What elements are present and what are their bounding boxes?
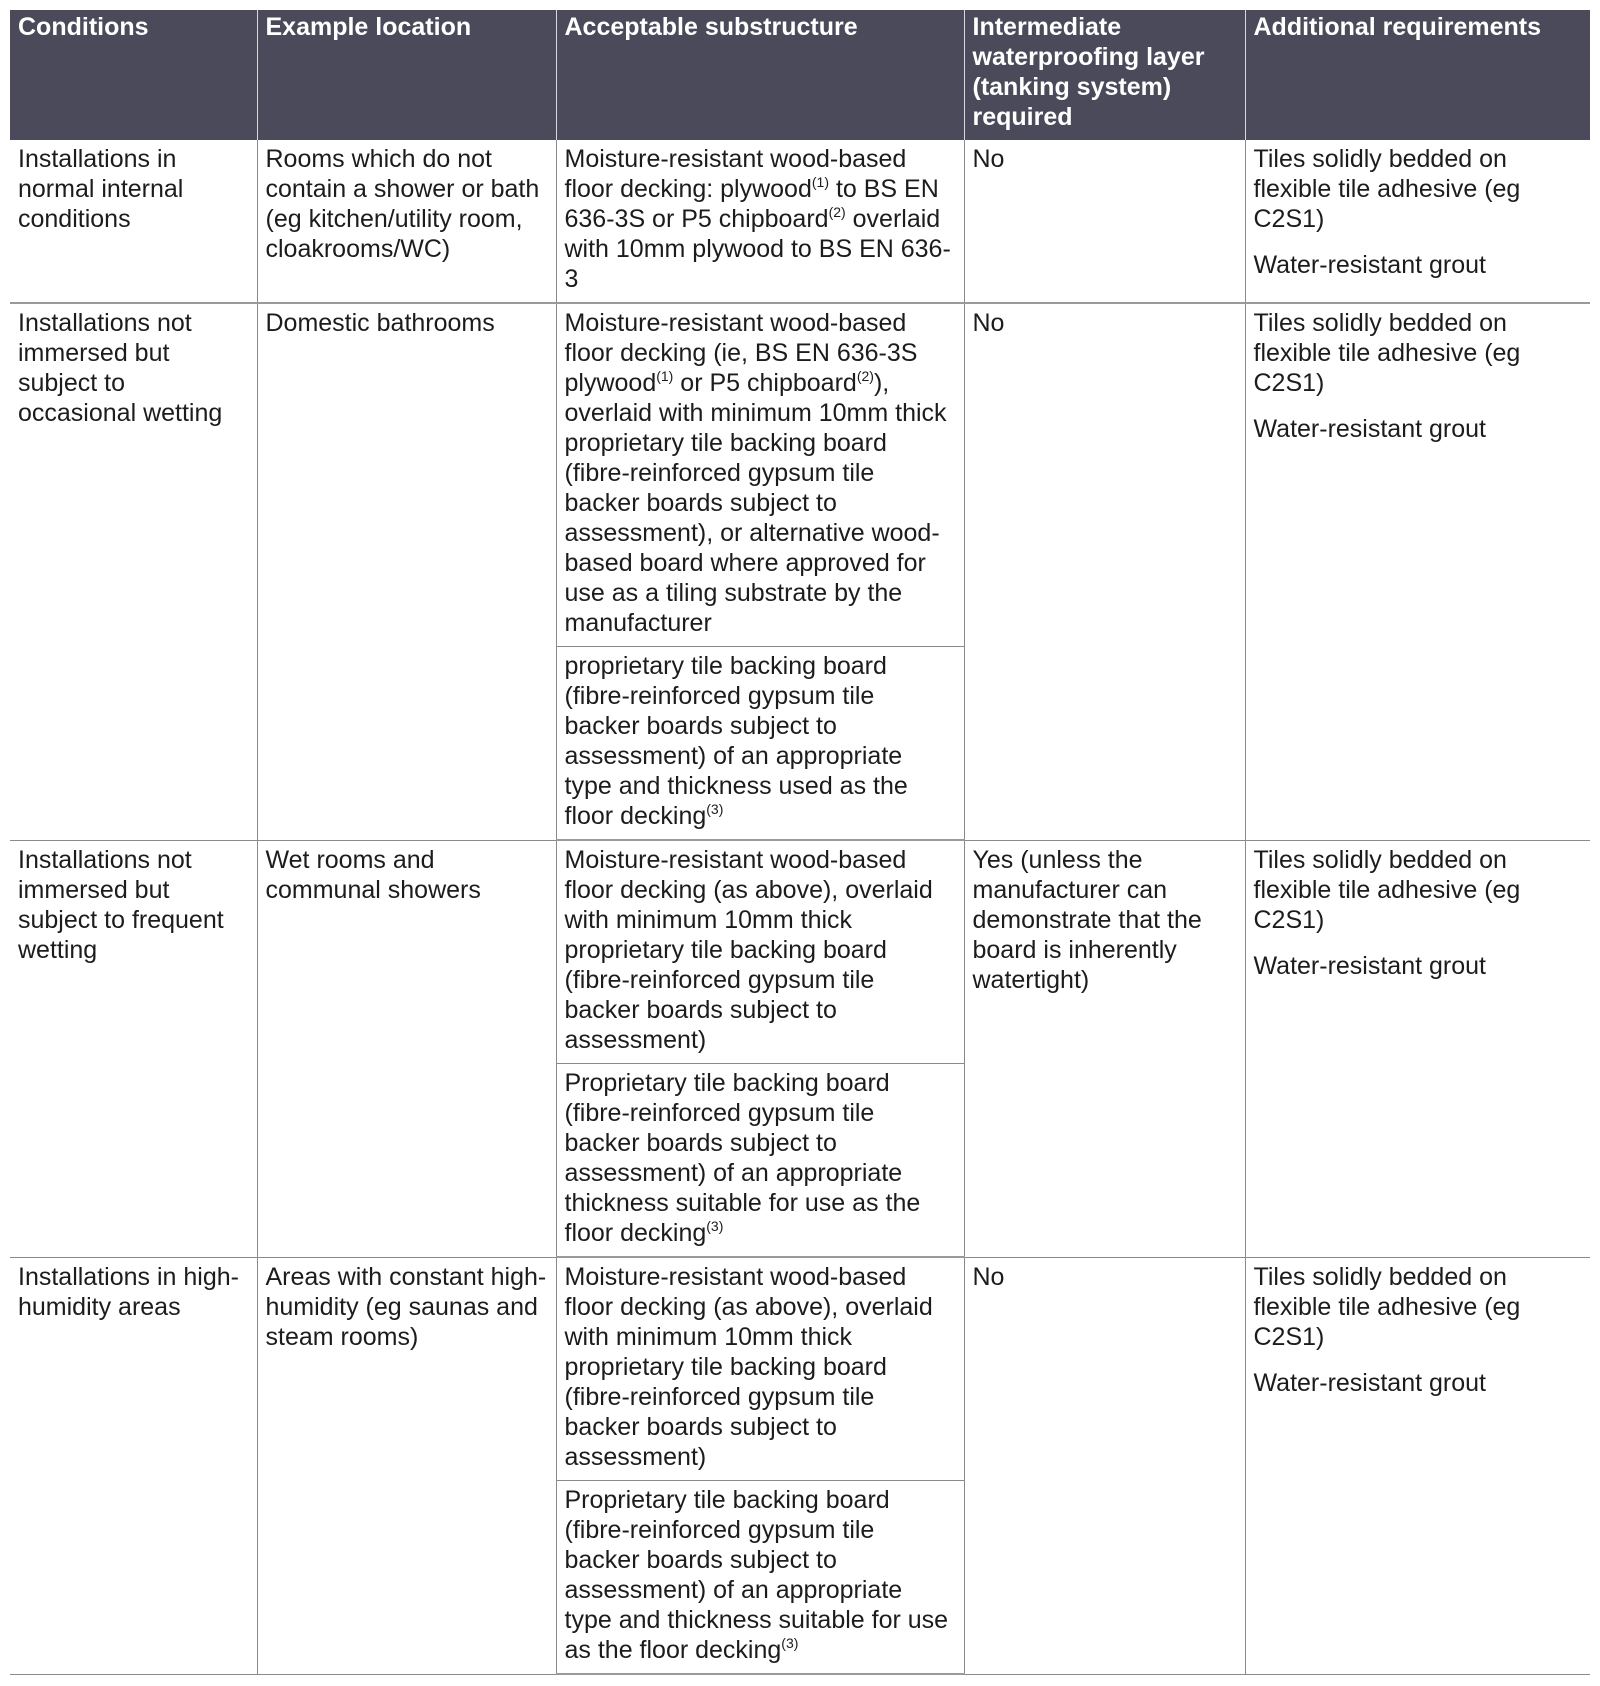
- requirement-item: Water-resistant grout: [1253, 1368, 1486, 1397]
- header-example-location: Example location: [257, 10, 556, 140]
- header-additional-requirements: Additional requirements: [1245, 10, 1590, 140]
- header-conditions: Conditions: [10, 10, 257, 140]
- substructure-text: Proprietary tile backing board (fibre-reinforced gypsum tile backer boards subject to assessment) of an appropriate thickness suitable for use as the floor decking: [564, 1069, 921, 1247]
- cell-tanking-required: No: [964, 1257, 1245, 1674]
- substructure-text: or P5 chipboard: [673, 369, 857, 397]
- substructure-text: Moisture-resistant wood-based floor decking (ie, BS EN 636-3S plywood: [564, 309, 918, 397]
- cell-conditions: Installations in normal internal conditions: [10, 140, 257, 303]
- substructure-text: overlaid with 10mm plywood to BS EN 636-3: [564, 205, 951, 293]
- cell-tanking-required: No: [964, 303, 1245, 840]
- cell-additional-requirements: [1245, 1257, 1590, 1674]
- header-row: [10, 10, 1590, 140]
- requirements-table: [10, 10, 1590, 1675]
- cell-additional-requirements: [1245, 303, 1590, 840]
- footnote-marker: (1): [811, 174, 829, 190]
- substructure-text: to BS EN 636-3S or P5 chipboard: [564, 175, 939, 233]
- footnote-marker: (2): [828, 204, 846, 220]
- footnote-marker: (2): [856, 368, 874, 384]
- substructure-text: Moisture-resistant wood-based floor decking: plywood: [564, 145, 907, 203]
- table-row: [10, 140, 1590, 303]
- substructure-text: Moisture-resistant wood-based floor decking (as above), overlaid with minimum 10mm thick proprietary tile backing board (fibre-reinforced gypsum tile backer boards subject to assessment): [564, 1263, 933, 1471]
- requirement-item: Water-resistant grout: [1253, 951, 1486, 980]
- requirement-item: Tiles solidly bedded on flexible tile adhesive (eg C2S1): [1253, 145, 1521, 233]
- cell-example-location: Areas with constant high-humidity (eg saunas and steam rooms): [257, 1257, 556, 1674]
- header-acceptable-substructure: Acceptable substructure: [556, 10, 964, 140]
- requirement-item: Tiles solidly bedded on flexible tile adhesive (eg C2S1): [1253, 309, 1521, 397]
- footnote-marker: (1): [656, 368, 674, 384]
- footnote-marker: (3): [706, 1218, 724, 1234]
- cell-acceptable-substructure: [556, 140, 964, 303]
- substructure-text: Moisture-resistant wood-based floor decking (as above), overlaid with minimum 10mm thick proprietary tile backing board (fibre-reinforced gypsum tile backer boards subject to assessment): [564, 846, 933, 1054]
- cell-conditions: Installations not immersed but subject to frequent wetting: [10, 840, 257, 1257]
- cell-example-location: Rooms which do not contain a shower or bath (eg kitchen/utility room, cloakrooms/WC): [257, 140, 556, 303]
- cell-tanking-required: No: [964, 140, 1245, 303]
- cell-acceptable-substructure: [556, 840, 964, 1064]
- requirement-item: Water-resistant grout: [1253, 415, 1486, 443]
- header-tanking-required: Intermediate waterproofing layer (tanking system) required: [964, 10, 1245, 140]
- substructure-text: ), overlaid with minimum 10mm thick proprietary tile backing board (fibre-reinforced gypsum tile backer boards subject to assessment), or alternative wood-based board where approved for use as a tiling substrate by the manufacturer: [564, 369, 947, 637]
- requirement-item: Tiles solidly bedded on flexible tile adhesive (eg C2S1): [1253, 1262, 1521, 1351]
- footnote-marker: (3): [781, 1635, 799, 1651]
- requirement-item: Tiles solidly bedded on flexible tile adhesive (eg C2S1): [1253, 845, 1521, 934]
- table-row: [10, 303, 1590, 647]
- cell-additional-requirements: [1245, 140, 1590, 303]
- table-body: [10, 140, 1590, 1674]
- table-row: [10, 840, 1590, 1064]
- cell-conditions: Installations in high-humidity areas: [10, 1257, 257, 1674]
- cell-additional-requirements: [1245, 840, 1590, 1257]
- requirement-item: Water-resistant grout: [1253, 251, 1486, 279]
- substructure-text: Proprietary tile backing board (fibre-reinforced gypsum tile backer boards subject to assessment) of an appropriate type and thickness suitable for use as the floor decking: [564, 1486, 949, 1664]
- cell-acceptable-substructure: [556, 303, 964, 647]
- cell-example-location: Domestic bathrooms: [257, 303, 556, 840]
- cell-acceptable-substructure: [556, 1481, 964, 1675]
- cell-example-location: Wet rooms and communal showers: [257, 840, 556, 1257]
- footnote-marker: (3): [706, 801, 724, 817]
- cell-tanking-required: Yes (unless the manufacturer can demonstrate that the board is inherently watertight): [964, 840, 1245, 1257]
- cell-acceptable-substructure: [556, 1257, 964, 1481]
- cell-conditions: Installations not immersed but subject to occasional wetting: [10, 303, 257, 840]
- table-row: [10, 1257, 1590, 1481]
- cell-acceptable-substructure: [556, 647, 964, 841]
- substructure-text: proprietary tile backing board (fibre-reinforced gypsum tile backer boards subject to assessment) of an appropriate type and thickness used as the floor decking: [564, 652, 908, 830]
- cell-acceptable-substructure: [556, 1064, 964, 1258]
